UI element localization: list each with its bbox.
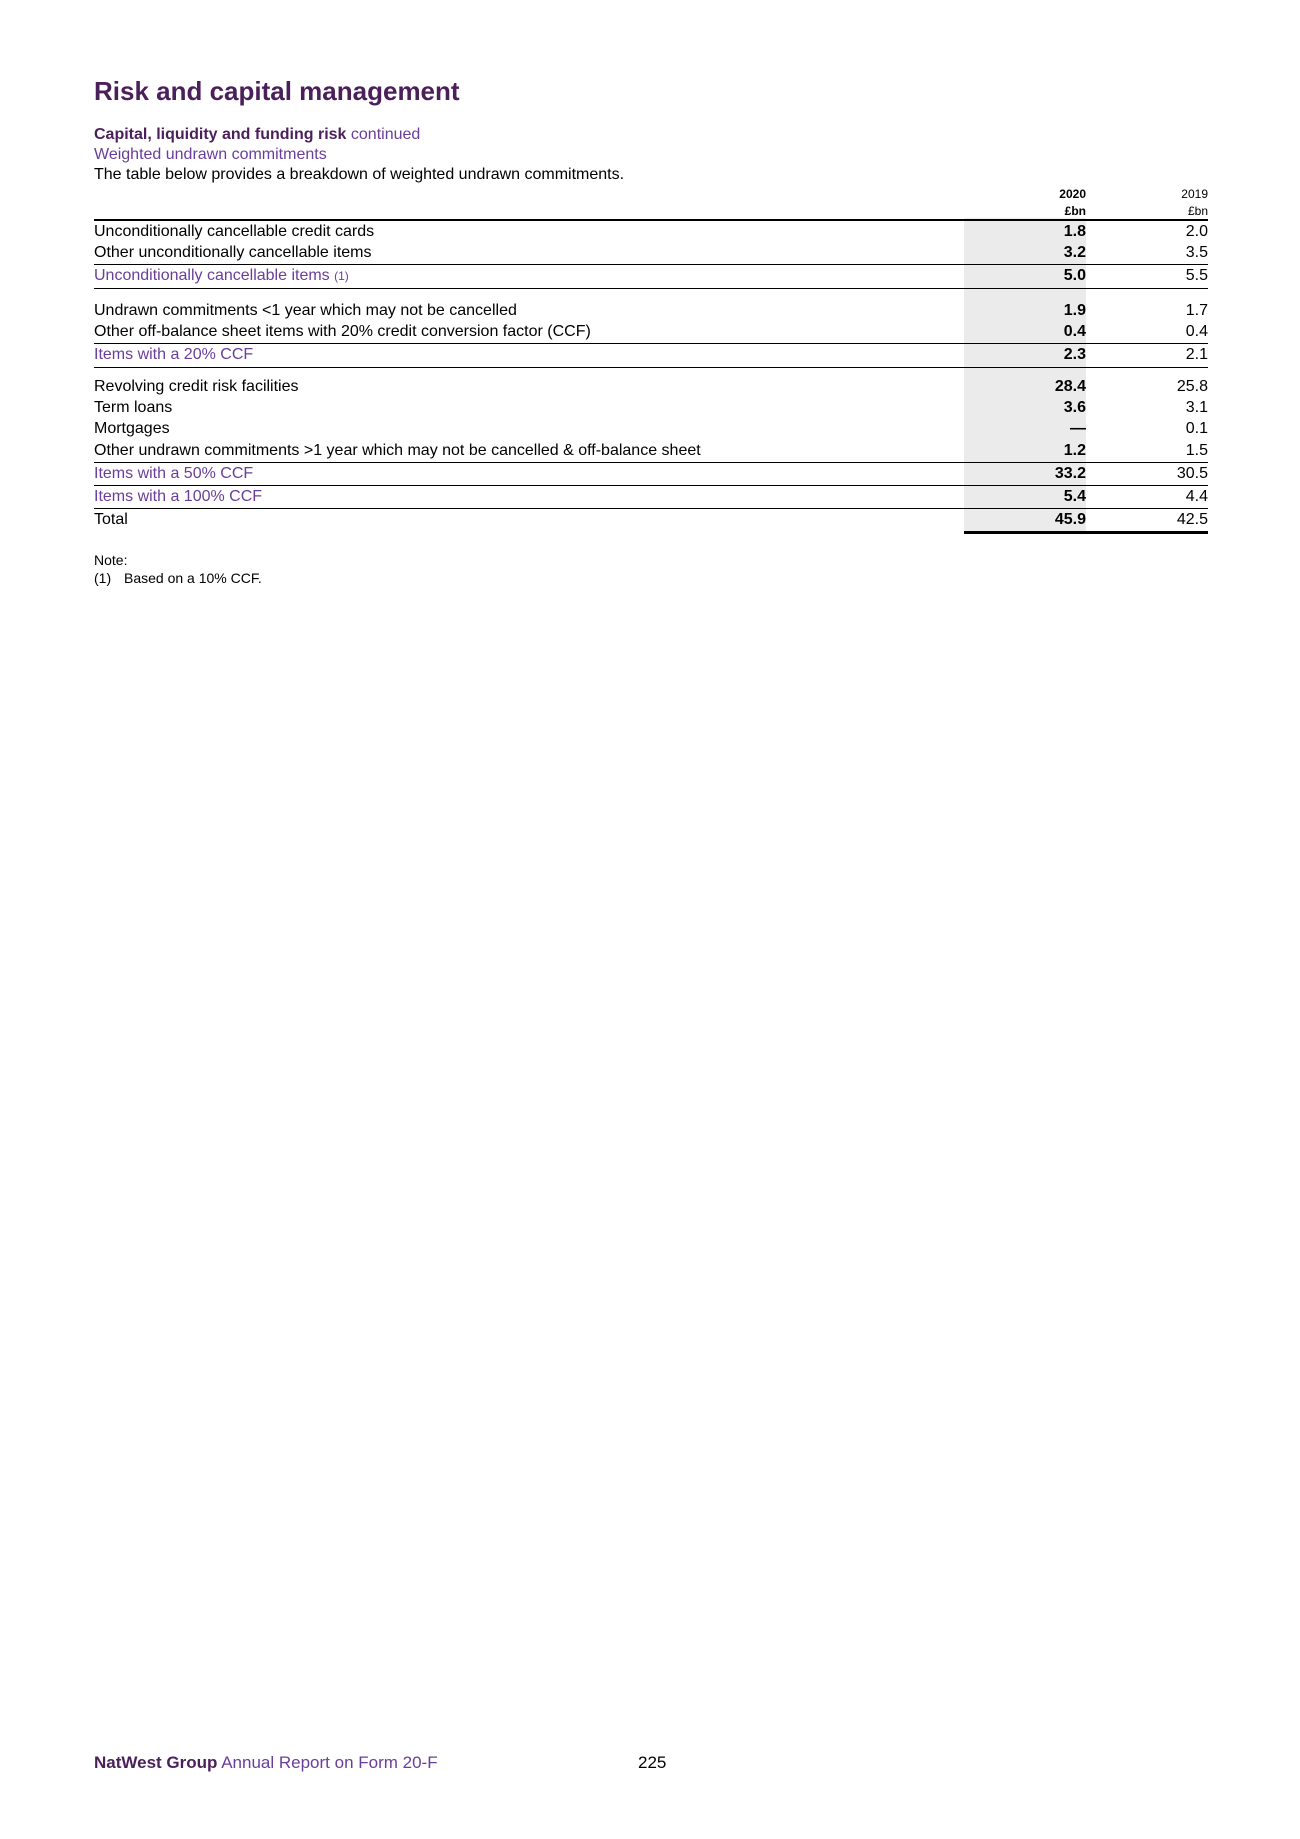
row-label: Items with a 20% CCF	[94, 346, 254, 363]
table-row	[94, 376, 1208, 398]
row-rule	[94, 288, 1208, 289]
value-2020: 45.9	[1054, 511, 1086, 528]
section-continued: continued	[350, 126, 421, 143]
note-body: Based on a 10% CCF.	[124, 570, 262, 586]
value-2020: 28.4	[1054, 378, 1086, 395]
table-row-total	[94, 509, 1208, 531]
table-row	[94, 440, 1208, 462]
table-row	[94, 242, 1208, 264]
value-2019: 4.4	[1185, 488, 1208, 505]
value-2019: 42.5	[1176, 511, 1208, 528]
value-2019: 2.0	[1185, 223, 1208, 240]
row-label: Undrawn commitments <1 year which may not be cancelled	[94, 302, 517, 319]
note-label: Note:	[94, 552, 128, 568]
value-2020: 5.0	[1063, 267, 1086, 284]
header-year-2020: 2020	[1059, 187, 1086, 201]
footer-brand: NatWest Group	[94, 1753, 218, 1772]
value-2019: 0.4	[1185, 323, 1208, 340]
value-2020: 33.2	[1054, 465, 1086, 482]
value-2019: 0.1	[1185, 420, 1208, 437]
footnote-ref: (1)	[334, 269, 349, 283]
value-2020: 1.9	[1063, 302, 1086, 319]
value-2019: 30.5	[1176, 465, 1208, 482]
value-2020: 5.4	[1063, 488, 1086, 505]
row-label: Revolving credit risk facilities	[94, 378, 299, 395]
note-number: (1)	[94, 570, 112, 586]
table-row-subtotal	[94, 265, 1208, 287]
value-2020: 1.2	[1063, 442, 1086, 459]
table-row-subtotal	[94, 486, 1208, 508]
value-2020: 0.4	[1063, 323, 1086, 340]
page-number: 225	[638, 1753, 667, 1772]
page-title: Risk and capital management	[94, 76, 460, 106]
row-rule	[94, 367, 1208, 368]
row-label: Other undrawn commitments >1 year which may not be cancelled & off-balance sheet	[94, 442, 701, 459]
value-2019: 3.5	[1185, 244, 1208, 261]
value-2020: 1.8	[1063, 223, 1086, 240]
table-row	[94, 221, 1208, 243]
total-double-rule	[964, 531, 1208, 534]
row-label: Items with a 50% CCF	[94, 465, 254, 482]
row-label: Other off-balance sheet items with 20% credit conversion factor (CCF)	[94, 323, 591, 340]
table-subheading: Weighted undrawn commitments	[94, 146, 327, 163]
note-text	[94, 570, 262, 586]
value-2019: 1.7	[1185, 302, 1208, 319]
row-label: Items with a 100% CCF	[94, 488, 263, 505]
value-2019: 2.1	[1185, 346, 1208, 363]
footer	[94, 1753, 438, 1773]
header-year-2019: 2019	[1181, 187, 1208, 201]
value-2019: 1.5	[1185, 442, 1208, 459]
row-label: Total	[94, 511, 128, 528]
row-label: Term loans	[94, 399, 173, 416]
row-label: Other unconditionally cancellable items	[94, 244, 372, 261]
table-row	[94, 321, 1208, 343]
row-label: Unconditionally cancellable credit cards	[94, 223, 375, 240]
table-row-subtotal	[94, 344, 1208, 366]
footer-report-title: Annual Report on Form 20-F	[221, 1753, 438, 1772]
value-2020: 3.6	[1063, 399, 1086, 416]
value-2019: 5.5	[1185, 267, 1208, 284]
value-2020: —	[1070, 420, 1086, 437]
table-intro-text: The table below provides a breakdown of weighted undrawn commitments.	[94, 166, 625, 183]
row-label: Unconditionally cancellable items (1)	[94, 267, 349, 284]
section-heading	[94, 126, 420, 144]
table-row	[94, 397, 1208, 419]
section-title: Capital, liquidity and funding risk	[94, 126, 347, 143]
value-2019: 3.1	[1185, 399, 1208, 416]
value-2020: 3.2	[1063, 244, 1086, 261]
table-row-subtotal	[94, 463, 1208, 485]
value-2020: 2.3	[1063, 346, 1086, 363]
header-unit-2020: £bn	[1064, 204, 1086, 218]
table-row	[94, 418, 1208, 440]
header-unit-2019: £bn	[1187, 204, 1208, 218]
row-label: Mortgages	[94, 420, 170, 437]
value-2019: 25.8	[1176, 378, 1208, 395]
table-row	[94, 300, 1208, 322]
